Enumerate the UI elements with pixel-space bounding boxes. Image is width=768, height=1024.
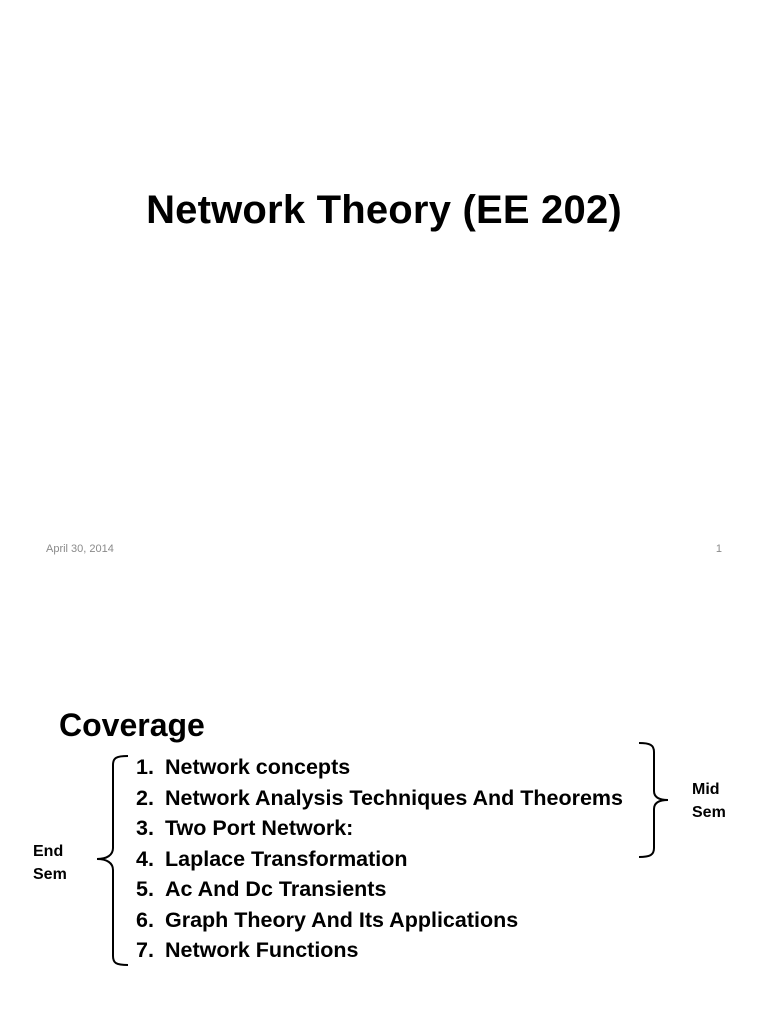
mid-sem-label-line1: Mid <box>692 781 720 798</box>
end-sem-label <box>33 840 67 886</box>
item-number: 2. <box>136 785 154 810</box>
mid-sem-label <box>692 778 726 824</box>
item-number: 1. <box>136 755 154 779</box>
end-sem-label-line2: Sem <box>33 866 67 883</box>
item-text: Network Functions <box>165 938 359 962</box>
page-number: 1 <box>715 543 722 555</box>
item-text: Network Analysis Techniques And Theorems <box>165 785 623 810</box>
slide-title: Network Theory (EE 202) <box>146 188 622 232</box>
item-number: 4. <box>136 846 154 871</box>
end-sem-label-line1: End <box>33 843 64 860</box>
list-item <box>136 875 623 906</box>
list-item <box>136 936 623 967</box>
item-number: 3. <box>136 816 154 840</box>
list-item <box>136 814 623 845</box>
item-text: Ac And Dc Transients <box>165 877 387 901</box>
list-item <box>136 845 623 876</box>
list-item <box>136 784 623 815</box>
item-text: Graph Theory And Its Applications <box>165 907 519 932</box>
coverage-title: Coverage <box>59 707 205 743</box>
mid-sem-label-line2: Sem <box>692 804 726 821</box>
item-number: 7. <box>136 938 154 962</box>
item-text: Network concepts <box>165 755 351 779</box>
item-number: 5. <box>136 877 154 901</box>
item-number: 6. <box>136 907 154 932</box>
topic-list <box>136 753 623 967</box>
footer-date: April 30, 2014 <box>46 543 114 555</box>
item-text: Laplace Transformation <box>165 846 408 871</box>
list-item <box>136 906 623 937</box>
item-text: Two Port Network: <box>165 816 354 840</box>
list-item <box>136 753 623 784</box>
